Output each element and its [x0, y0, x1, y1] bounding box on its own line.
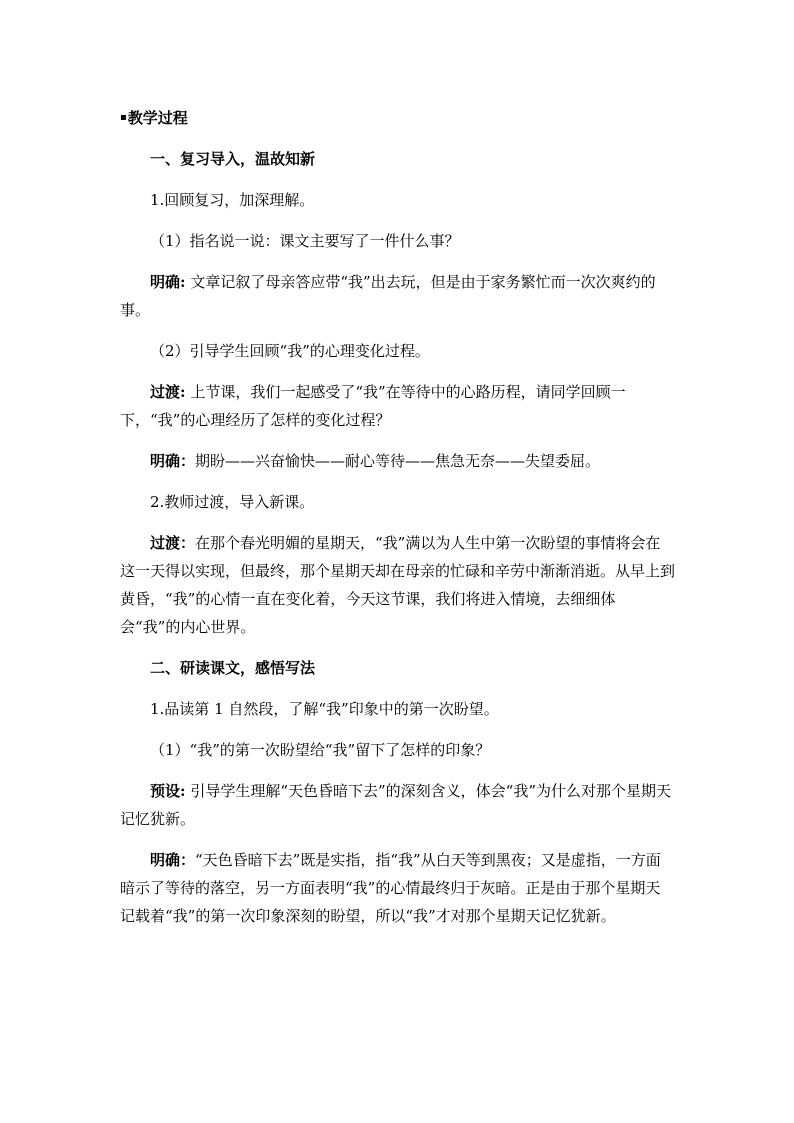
paragraph-item: [120, 337, 675, 365]
paragraph-item: [120, 777, 675, 833]
paragraph-text: 1.品读第 1 自然段，了解“我”印象中的第一次盼望。: [150, 700, 499, 718]
paragraph-text: （2）引导学生回顾“我”的心理变化过程。: [150, 342, 430, 360]
paragraph-label: 明确：: [150, 452, 196, 470]
paragraph-text: 1.回顾复习，加深理解。: [150, 191, 315, 209]
paragraph-text: 期盼——兴奋愉快——耐心等待——焦急无奈——失望委屈。: [195, 452, 601, 470]
heading-study: [120, 654, 675, 682]
bullet-icon: ▪: [120, 112, 127, 123]
paragraph-text: “天色昏暗下去”既是实指，指“我”从白天等到黑夜；又是虚指，一方面暗示了等待的落空，另一方面表明“我”的心情最终归于灰暗。正是由于那个星期天记载着“我”的第一次印象深刻的盼望，所以“我”才对那个星期天记忆犹新。: [120, 851, 661, 925]
section-title: [120, 104, 675, 132]
section-title-text: 教学过程: [127, 109, 188, 127]
paragraph-text: 二、研读课文，感悟写法: [150, 659, 316, 677]
paragraph-text: 一、复习导入，温故知新: [150, 150, 316, 168]
paragraph-item: [120, 268, 675, 324]
paragraph-item: [120, 736, 675, 764]
paragraph-item: [120, 227, 675, 255]
paragraph-item: [120, 846, 675, 930]
paragraph-text: （1）指名说一说：课文主要写了一件什么事？: [150, 232, 460, 250]
paragraph-item: [120, 378, 675, 434]
paragraph-text: 2.教师过渡，导入新课。: [150, 493, 315, 511]
paragraph-text: 在那个春光明媚的星期天，“我”满以为人生中第一次盼望的事情将会在这一天得以实现，但最终，那个星期天却在母亲的忙碌和辛劳中渐渐消逝。从早上到黄昏，“我”的心情一直在变化着，今天这节课，我们将进入情境，去细细体会“我”的内心世界。: [120, 534, 676, 636]
paragraph-item: [120, 447, 675, 475]
paragraph-label: 预设:: [150, 782, 186, 800]
paragraph-label: 明确：: [150, 851, 196, 869]
document-body: [120, 104, 675, 943]
paragraph-text: 引导学生理解“天色昏暗下去”的深刻含义，体会“我”为什么对那个星期天记忆犹新。: [120, 782, 671, 828]
paragraph-text: 上节课，我们一起感受了“我”在等待中的心路历程，请同学回顾一下，“我”的心理经历了怎样的变化过程？: [120, 383, 626, 429]
paragraph-label: 过渡：: [150, 534, 196, 552]
paragraph-item: [120, 695, 675, 723]
paragraph-text: 文章记叙了母亲答应带“我”出去玩，但是由于家务繁忙而一次次爽约的事。: [120, 273, 656, 319]
paragraph-text: （1）“我”的第一次盼望给“我”留下了怎样的印象？: [150, 741, 491, 759]
paragraph-label: 明确:: [150, 273, 186, 291]
paragraph-item: [120, 488, 675, 516]
paragraph-item: [120, 529, 675, 641]
heading-review: [120, 145, 675, 173]
paragraph-item: [120, 186, 675, 214]
paragraph-label: 过渡:: [150, 383, 186, 401]
